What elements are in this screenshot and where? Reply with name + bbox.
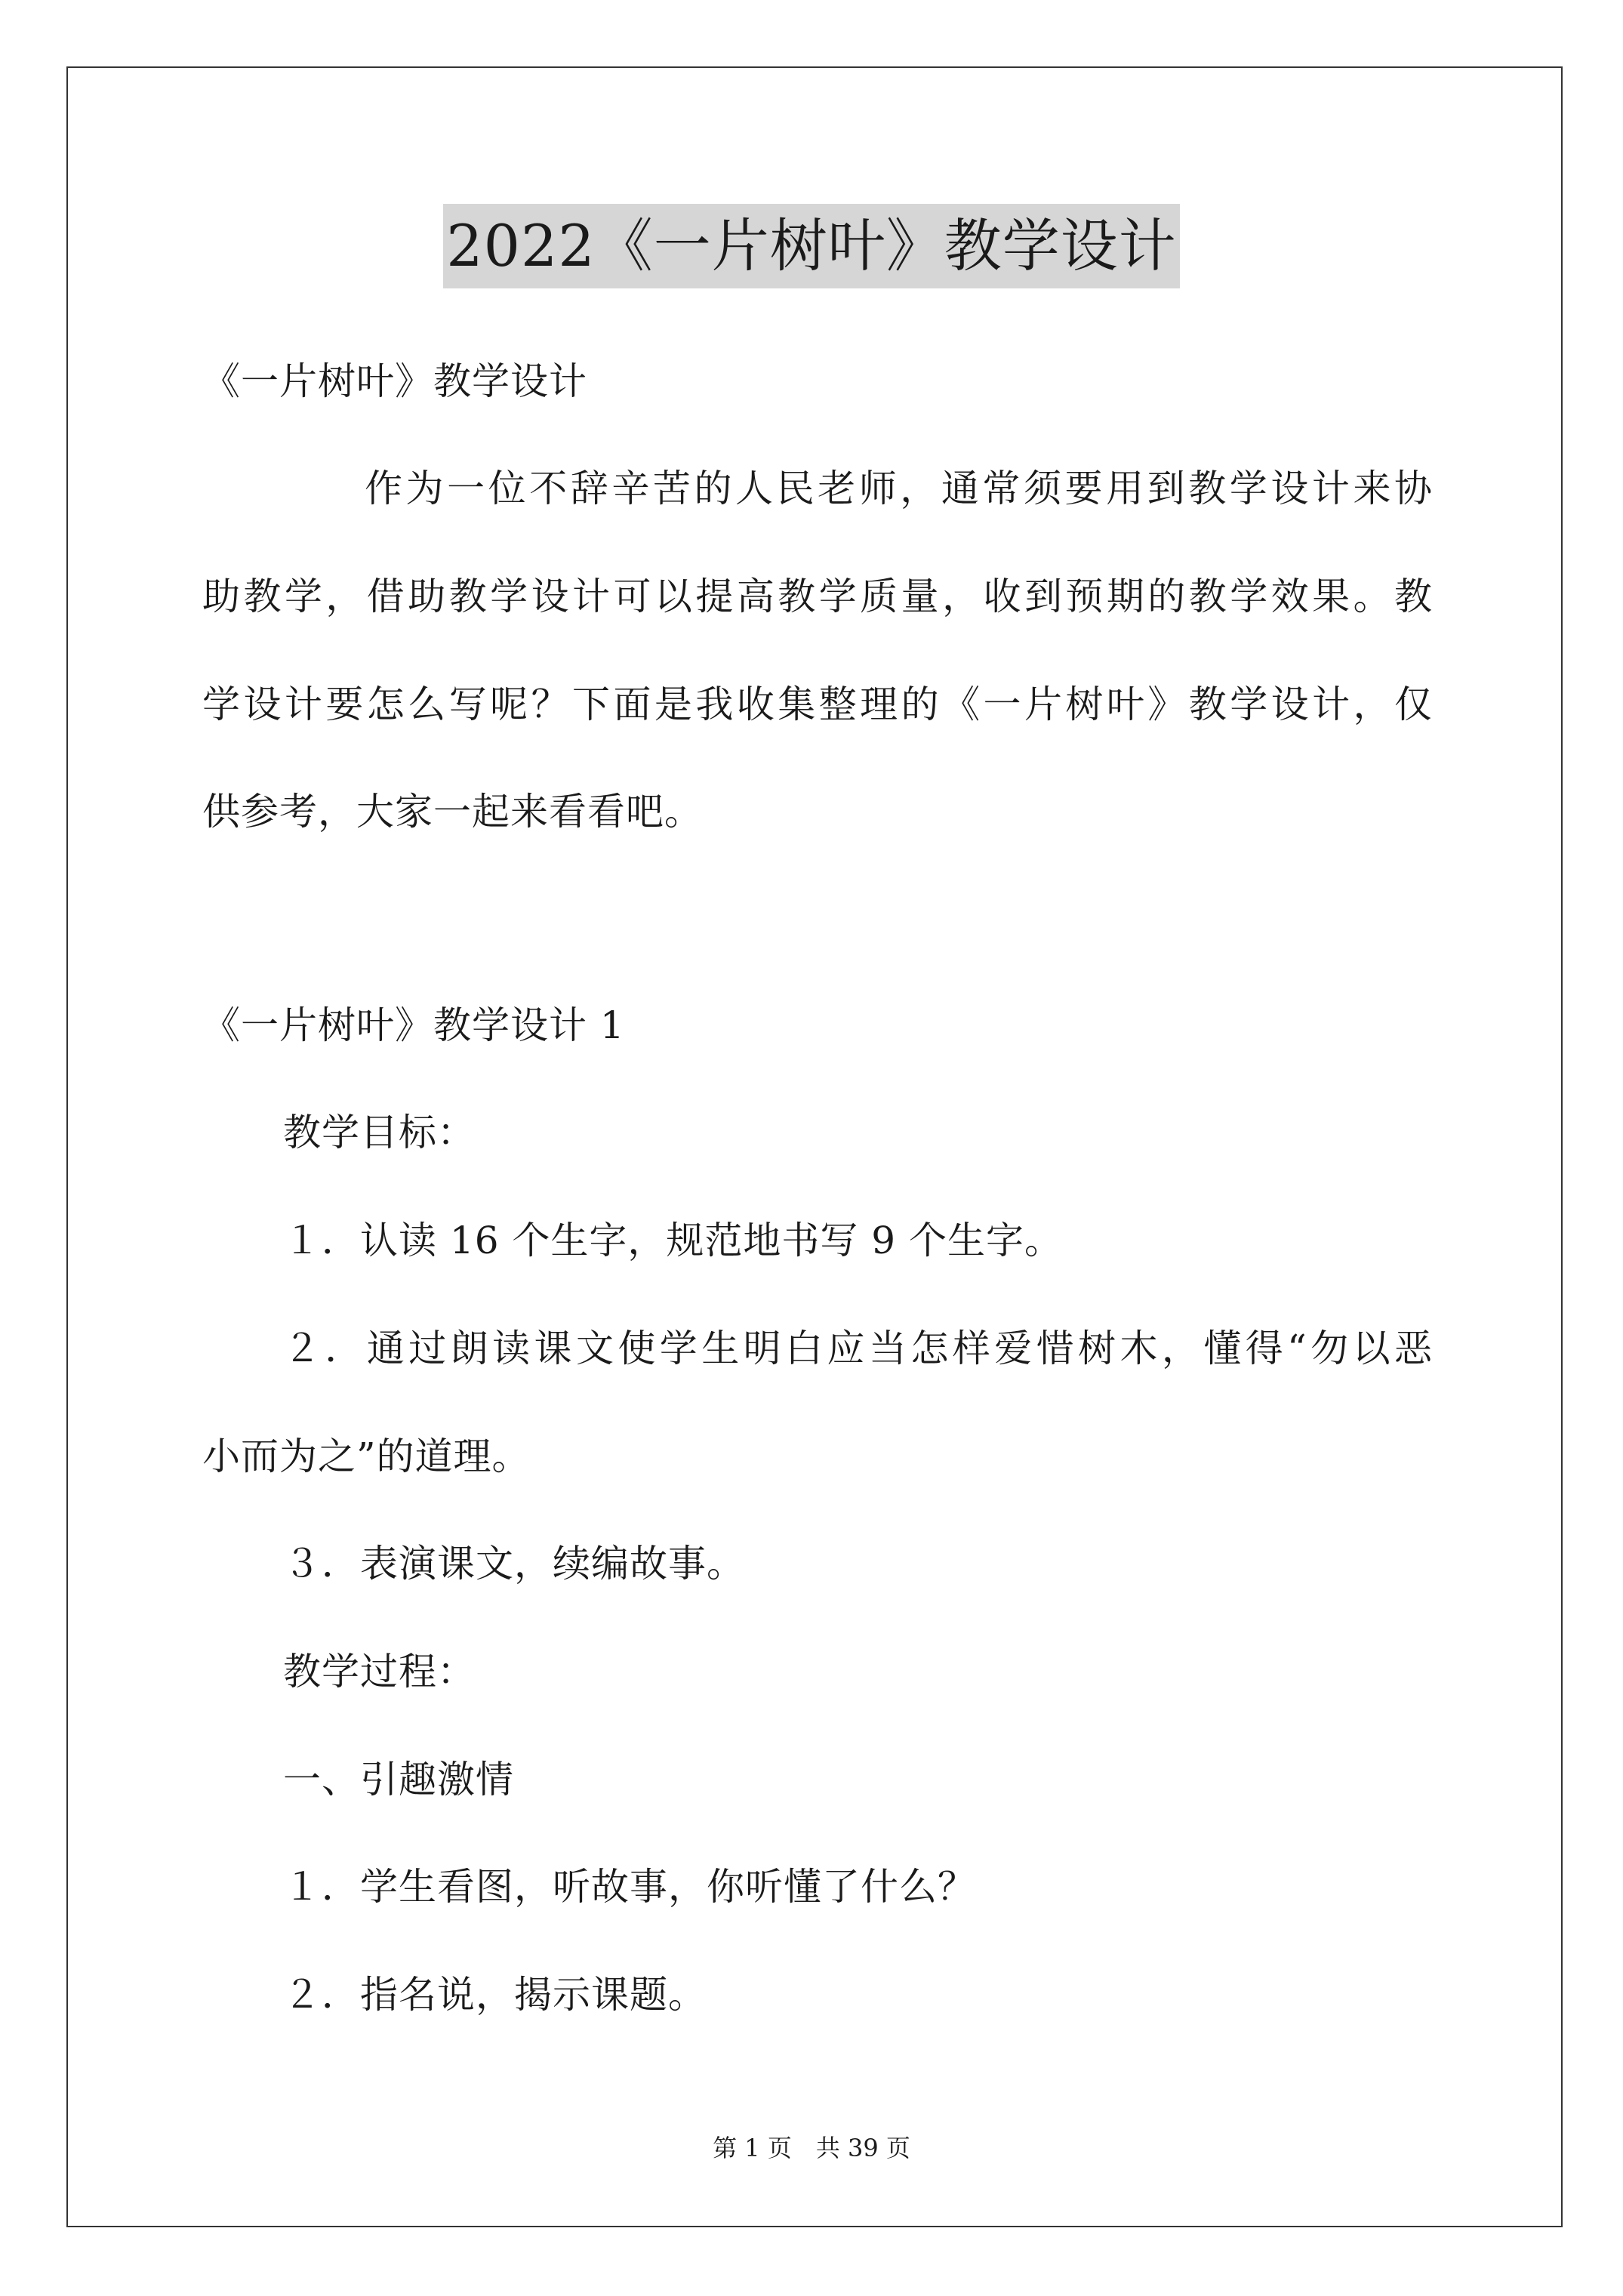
objectives-heading: 教学目标： — [283, 1111, 476, 1154]
document-title-text: 2022《一片树叶》教学设计 — [443, 204, 1179, 288]
page-number-footer: 第 1 页 共 39 页 — [713, 2134, 910, 2162]
objective-2-line-2: 小而为之”的道理。 — [202, 1435, 531, 1478]
section-heading: 《一片树叶》教学设计 1 — [202, 1003, 625, 1047]
process-step-heading: 一、引趣激情 — [283, 1758, 514, 1801]
document-title — [0, 204, 1623, 288]
subtitle-line: 《一片树叶》教学设计 — [202, 359, 587, 403]
intro-line-2: 助教学，借助教学设计可以提高教学质量，收到预期的教学效果。教 — [202, 575, 1433, 618]
intro-line-1: 作为一位不辞辛苦的人民老师，通常须要用到教学设计来协 — [365, 467, 1433, 510]
objective-2-line-1: ２．通过朗读课文使学生明白应当怎样爱惜树木，懂得“勿以恶 — [283, 1327, 1433, 1370]
objective-1: １．认读 16 个生字，规范地书写 9 个生字。 — [283, 1219, 1064, 1262]
process-item-1: １．学生看图，听故事，你听懂了什么？ — [283, 1865, 976, 1909]
process-item-2: ２．指名说，揭示课题。 — [283, 1973, 707, 2017]
objective-3: ３．表演课文，续编故事。 — [283, 1542, 745, 1586]
intro-line-3: 学设计要怎么写呢？下面是我收集整理的《一片树叶》教学设计，仅 — [202, 683, 1433, 726]
intro-line-4: 供参考，大家一起来看看吧。 — [202, 790, 703, 834]
process-heading: 教学过程： — [283, 1650, 476, 1693]
